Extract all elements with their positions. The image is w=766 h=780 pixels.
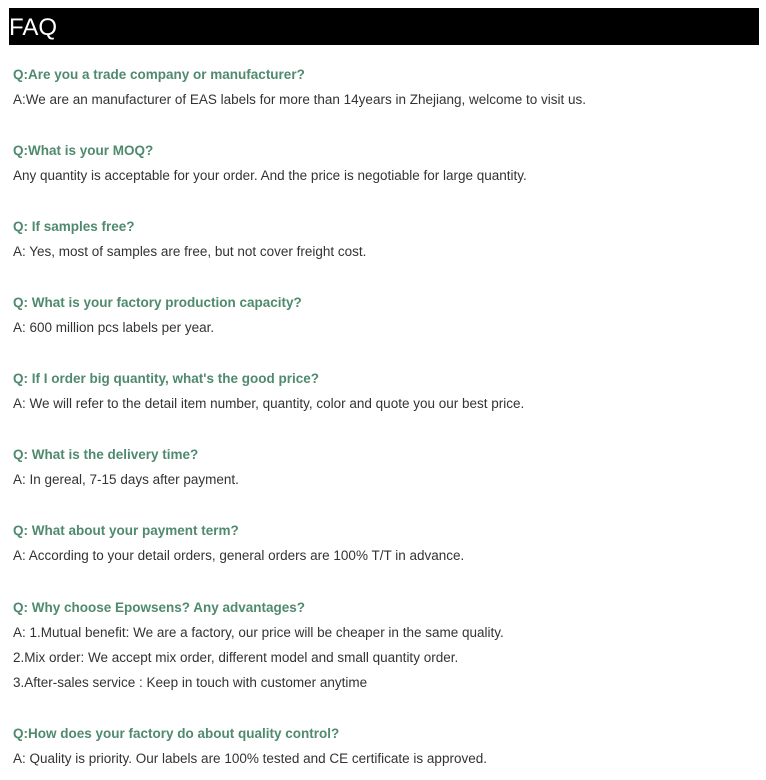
- faq-question: Q: What is your factory production capacity?: [13, 295, 302, 310]
- faq-item: [13, 442, 753, 492]
- faq-item: [13, 214, 753, 264]
- faq-answer: A: According to your detail orders, general orders are 100% T/T in advance.: [13, 548, 465, 563]
- faq-list: [13, 62, 753, 771]
- faq-answer: A: In gereal, 7-15 days after payment.: [13, 472, 239, 487]
- faq-question: Q: If I order big quantity, what's the good price?: [13, 371, 319, 386]
- faq-item: [13, 721, 753, 771]
- faq-answer: A: 600 million pcs labels per year.: [13, 320, 215, 335]
- faq-question: Q: If samples free?: [13, 219, 135, 234]
- faq-answer: A: Yes, most of samples are free, but not cover freight cost.: [13, 244, 367, 259]
- faq-item: [13, 62, 753, 112]
- faq-answer: A: We will refer to the detail item number, quantity, color and quote you our best price.: [13, 396, 525, 411]
- faq-question: Q:How does your factory do about quality control?: [13, 726, 340, 741]
- faq-answer: A: 1.Mutual benefit: We are a factory, our price will be cheaper in the same quality.: [13, 625, 504, 640]
- faq-question: Q: Why choose Epowsens? Any advantages?: [13, 600, 306, 615]
- faq-item: [13, 366, 753, 416]
- faq-item: [13, 518, 753, 568]
- faq-answer: A: Quality is priority. Our labels are 100% tested and CE certificate is approved.: [13, 751, 487, 766]
- faq-answer: 2.Mix order: We accept mix order, different model and small quantity order.: [13, 650, 459, 665]
- faq-answer: 3.After-sales service : Keep in touch with customer anytime: [13, 675, 368, 690]
- faq-item: [13, 290, 753, 340]
- faq-item: [13, 595, 753, 695]
- faq-question: Q: What about your payment term?: [13, 523, 239, 538]
- page-title: FAQ: [9, 8, 759, 45]
- faq-item: [13, 138, 753, 188]
- faq-question: Q:What is your MOQ?: [13, 143, 154, 158]
- faq-question: Q:Are you a trade company or manufacturer?: [13, 67, 305, 82]
- faq-answer: A:We are an manufacturer of EAS labels for more than 14years in Zhejiang, welcome to visit us.: [13, 92, 587, 107]
- faq-answer: Any quantity is acceptable for your order. And the price is negotiable for large quantity.: [13, 168, 527, 183]
- faq-question: Q: What is the delivery time?: [13, 447, 199, 462]
